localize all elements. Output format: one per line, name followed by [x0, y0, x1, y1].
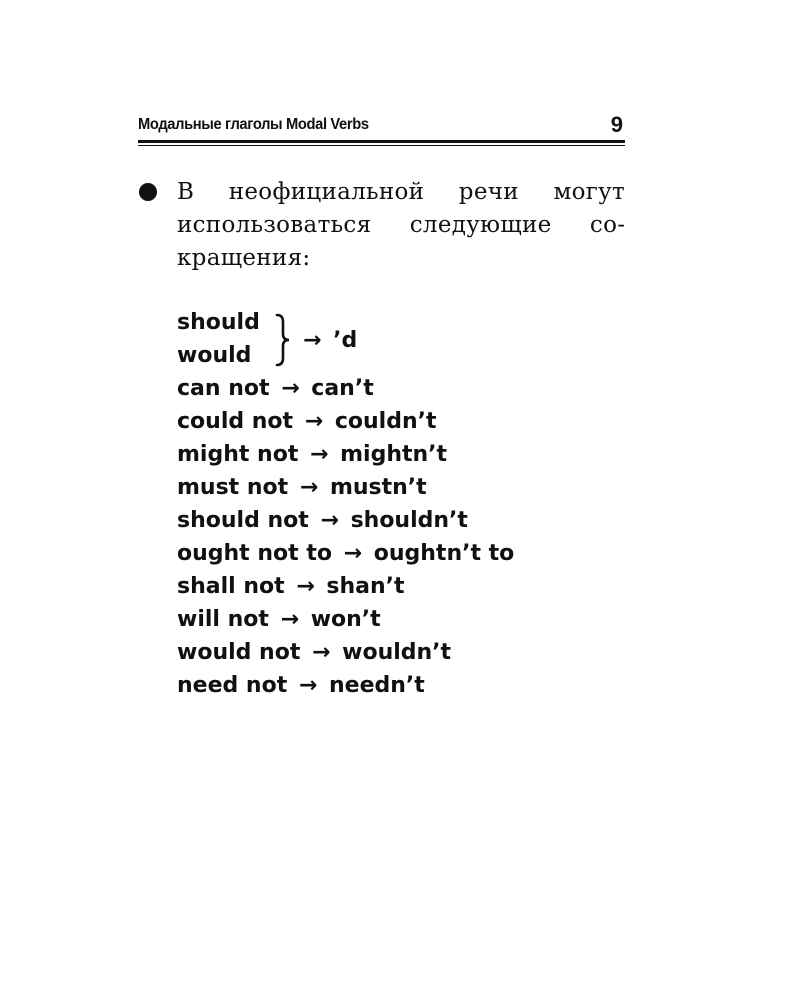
contraction-full: need not	[177, 673, 288, 698]
contraction-full: would not	[177, 640, 301, 665]
contraction-full: must not	[177, 475, 289, 500]
intro-paragraph: В неофициальной речи могут использоваться следующие сокращения:	[177, 179, 625, 271]
arrow-icon: →	[303, 328, 322, 353]
group-verb-should: should	[177, 310, 260, 335]
contraction-short: won’t	[310, 607, 381, 632]
contraction-row	[177, 438, 617, 471]
arrow-icon: →	[310, 442, 329, 467]
contraction-row	[177, 372, 617, 405]
contraction-short: wouldn’t	[342, 640, 452, 665]
arrow-icon: →	[280, 607, 300, 632]
contraction-short: oughtn’t to	[373, 541, 515, 566]
header-rule-thick	[138, 140, 625, 143]
contraction-short: shouldn’t	[350, 508, 468, 533]
contraction-short: can’t	[311, 376, 374, 401]
contraction-full: will not	[177, 607, 269, 632]
contraction-short: needn’t	[329, 673, 425, 698]
arrow-icon: →	[299, 475, 319, 500]
contraction-row	[177, 669, 617, 702]
right-brace-icon	[274, 312, 294, 368]
contractions-list	[177, 306, 617, 702]
contraction-row	[177, 405, 617, 438]
contraction-short: mightn’t	[340, 442, 448, 467]
contraction-short: mustn’t	[329, 475, 427, 500]
bullet-icon	[139, 183, 157, 201]
grouped-contraction	[177, 306, 617, 372]
contraction-row	[177, 603, 617, 636]
running-title: Модальные глаголы Modal Verbs	[138, 116, 369, 133]
page-header	[138, 112, 625, 136]
arrow-icon: →	[296, 574, 315, 599]
contraction-row	[177, 636, 617, 669]
contraction-full: ought not to	[177, 541, 332, 566]
contraction-short: couldn’t	[334, 409, 437, 434]
contraction-full: might not	[177, 442, 299, 467]
arrow-icon: →	[320, 508, 339, 533]
arrow-icon: →	[304, 409, 324, 434]
group-result	[299, 324, 357, 357]
contraction-row	[177, 471, 617, 504]
contraction-row	[177, 504, 617, 537]
group-verb-would: would	[177, 343, 252, 368]
contraction-pairs	[177, 372, 617, 702]
contraction-full: could not	[177, 409, 294, 434]
contraction-short: shan’t	[326, 574, 405, 599]
contraction-full: should not	[177, 508, 309, 533]
page-number: 9	[610, 112, 623, 137]
arrow-icon: →	[343, 541, 363, 566]
group-result-text: ’d	[333, 328, 358, 353]
arrow-icon: →	[298, 673, 318, 698]
contraction-full: shall not	[177, 574, 285, 599]
arrow-icon: →	[281, 376, 300, 401]
contraction-row	[177, 537, 617, 570]
contraction-full: can not	[177, 376, 270, 401]
header-rule-thin	[138, 145, 625, 146]
contraction-row	[177, 570, 617, 603]
arrow-icon: →	[312, 640, 331, 665]
